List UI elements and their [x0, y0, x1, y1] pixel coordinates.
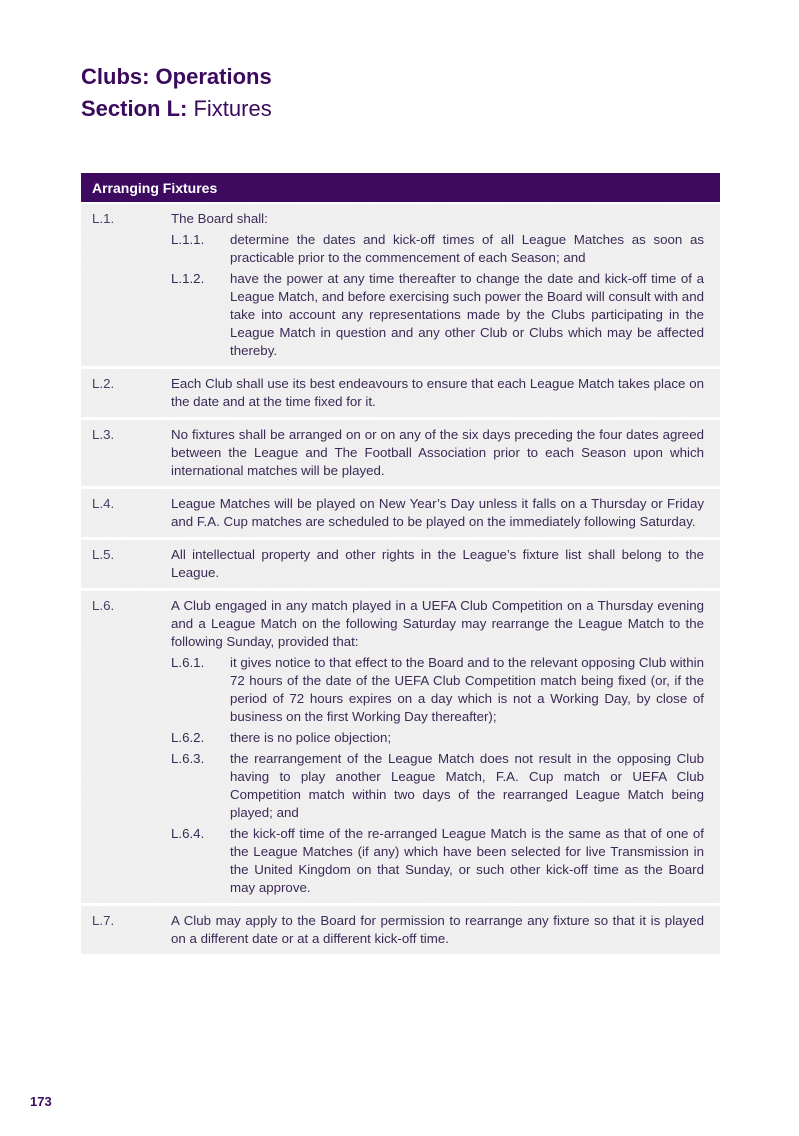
sub-rule [171, 231, 704, 267]
rule-row [81, 489, 720, 537]
sub-rule-text: determine the dates and kick-off times of all League Matches as soon as practicable prior to the commencement of each Season; and [230, 232, 704, 265]
rule-row [81, 420, 720, 486]
rule-text: No fixtures shall be arranged on or on any of the six days preceding the four dates agreed between the League and The Football Association prior to each Season upon which international matches will be played. [171, 427, 704, 478]
sub-rule-number: L.6.3. [171, 751, 205, 766]
rule-number: L.1. [92, 211, 115, 226]
rule-text: Each Club shall use its best endeavours to ensure that each League Match takes place on the date and at the time fixed for it. [171, 376, 704, 409]
section-label: Section L: [81, 96, 188, 121]
rule-number: L.4. [92, 496, 115, 511]
sub-rule [171, 750, 704, 822]
rule-row [81, 540, 720, 588]
rule-row [81, 204, 720, 366]
rule-row [81, 591, 720, 903]
rule-row [81, 369, 720, 417]
sub-rule-text: it gives notice to that effect to the Board and to the relevant opposing Club within 72 hours of the date of the UEFA Club Competition match being fixed (or, if the period of 72 hours expires on a day which is not a Working Day, by close of business on the first Working Day thereafter); [230, 655, 704, 724]
sub-rule-text: have the power at any time thereafter to change the date and kick-off time of a League Match, and before exercising such power the Board will consult with and take into account any representations made by the Clubs participating in the League Match in question and any other Club or Clubs which may be affected thereby. [230, 271, 704, 358]
sub-rule-number: L.6.4. [171, 826, 205, 841]
sub-rule [171, 654, 704, 726]
rules-table [81, 173, 720, 957]
table-header: Arranging Fixtures [81, 173, 720, 204]
rule-text: League Matches will be played on New Year’s Day unless it falls on a Thursday or Friday and F.A. Cup matches are scheduled to be played on the immediately following Saturday. [171, 496, 704, 529]
sub-rule-number: L.1.2. [171, 271, 205, 286]
rule-number: L.2. [92, 376, 115, 391]
document-title: Clubs: Operations [81, 64, 272, 89]
section-name: Fixtures [193, 96, 272, 121]
rule-number: L.3. [92, 427, 115, 442]
page-heading [81, 62, 272, 126]
sub-rule [171, 729, 704, 747]
rule-text: A Club may apply to the Board for permission to rearrange any fixture so that it is played on a different date or at a different kick-off time. [171, 913, 704, 946]
rule-text: All intellectual property and other rights in the League’s fixture list shall belong to the League. [171, 547, 704, 580]
rule-text: A Club engaged in any match played in a UEFA Club Competition on a Thursday evening and a League Match on the following Saturday may rearrange the League Match to the following Sunday, provided that: [171, 598, 704, 649]
sub-rule-text: the kick-off time of the re-arranged League Match is the same as that of one of the League Matches (if any) which have been selected for live Transmission in the United Kingdom on that Sunday, or such other kick-off time as the Board may approve. [230, 826, 704, 895]
sub-rule-text: there is no police objection; [230, 730, 392, 745]
sub-rule [171, 825, 704, 897]
rule-row [81, 906, 720, 954]
sub-rule [171, 270, 704, 360]
sub-rule-number: L.1.1. [171, 232, 205, 247]
rule-number: L.5. [92, 547, 115, 562]
sub-rule-number: L.6.1. [171, 655, 205, 670]
section-title [81, 92, 272, 126]
sub-rule-number: L.6.2. [171, 730, 205, 745]
sub-rule-text: the rearrangement of the League Match does not result in the opposing Club having to play another League Match, F.A. Cup match or UEFA Club Competition match within two days of the rearranged League Match being played; and [230, 751, 704, 820]
rule-text: The Board shall: [171, 211, 268, 226]
rule-number: L.6. [92, 598, 115, 613]
rule-number: L.7. [92, 913, 115, 928]
page-number: 173 [30, 1094, 52, 1109]
